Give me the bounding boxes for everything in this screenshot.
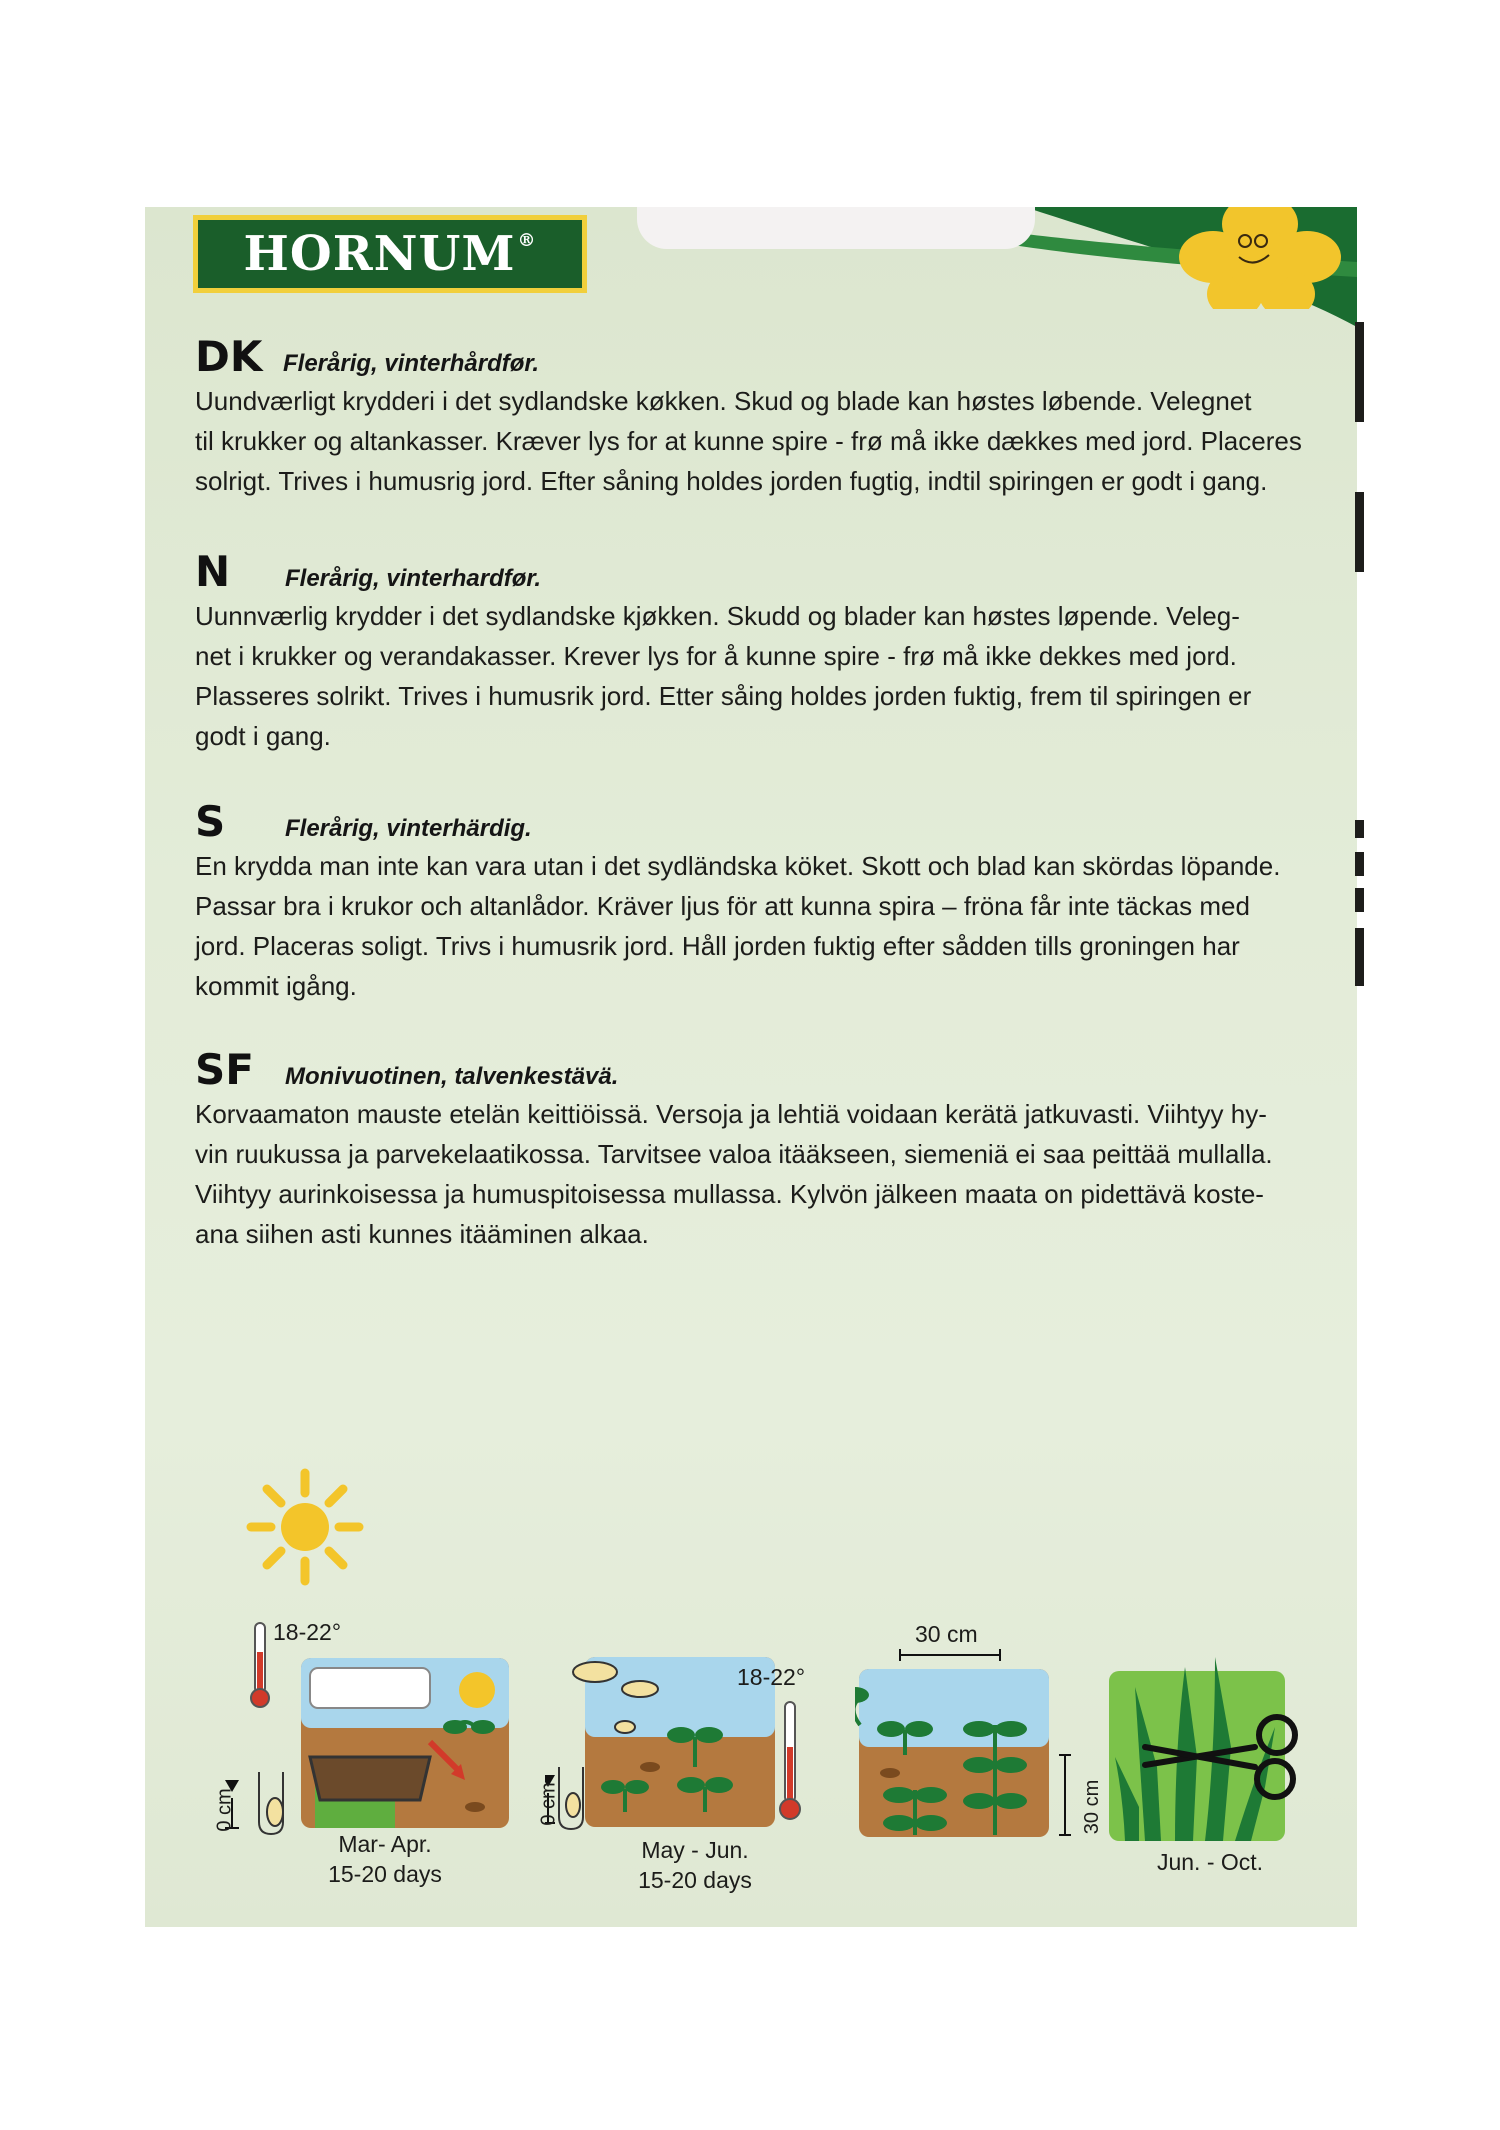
section-subtitle: Flerårig, vinterhårdfør. [283, 350, 540, 377]
edge-tick [1355, 928, 1364, 986]
outdoor-temperature-label: 18-22° [737, 1664, 806, 1690]
section-subtitle: Flerårig, vinterhärdig. [285, 815, 532, 842]
indoor-temperature-label: 18-22° [273, 1619, 342, 1645]
sun-icon [245, 1467, 365, 1587]
seed-packet-back [145, 207, 1357, 1927]
section-subtitle: Monivuotinen, talvenkestävä. [285, 1063, 619, 1090]
harvest-period-label: Jun. - Oct. [1156, 1849, 1264, 1875]
edge-tick [1355, 492, 1364, 572]
edge-tick [1355, 322, 1364, 422]
plant-spacing-illustration [855, 1645, 1095, 1845]
section-sf [195, 1045, 1335, 1254]
indoor-sowing-illustration [215, 1622, 515, 1852]
section-s [195, 797, 1335, 1006]
language-code: S [195, 797, 226, 846]
harvest-scissors-illustration [1105, 1647, 1325, 1847]
section-body: Korvaamaton mauste etelän keittiöissä. Versoja ja lehtiä voidaan kerätä jatkuvasti. Viihtyy hy- vin ruukussa ja parvekelaatikossa. Tarvitsee valoa itääkseen, siemeniä ei saa peittää mullalla. Viihtyy aurinkoisessa ja humuspitoisessa mullassa. Kylvön jälkeen maata on pidettävä koste- ana siihen asti kunnes itääminen alkaa. [195, 1099, 1273, 1249]
outdoor-period-label: May - Jun. 15-20 days [638, 1837, 752, 1893]
section-n [195, 547, 1335, 756]
edge-tick [1355, 820, 1364, 838]
language-code: SF [195, 1045, 254, 1094]
outdoor-sowing-illustration [545, 1627, 815, 1847]
language-code: DK [195, 332, 263, 381]
outdoor-depth-label: 0 cm [537, 1782, 560, 1826]
smiling-flower-icon [1165, 207, 1355, 309]
indoor-depth-label: 0 cm [213, 1788, 236, 1832]
section-body: Uunnværlig krydder i det sydlandske kjøkken. Skudd og blader kan høstes løpende. Veleg- net i krukker og verandakasser. Krever lys for å kunne spire - frø må ikke dekkes med jord. Plasseres solrikt. Trives i humusrik jord. Etter såing holdes jorden fuktig, frem til spiringen er godt i gang. [195, 601, 1252, 751]
white-sticker-label [637, 207, 1035, 249]
indoor-period-label: Mar- Apr. 15-20 days [328, 1831, 442, 1887]
language-code: N [195, 547, 231, 596]
section-body: En krydda man inte kan vara utan i det sydländska köket. Skott och blad kan skördas löpande. Passar bra i krukor och altanlådor. Kräver ljus för att kunna spira – fröna får inte täckas med jord. Placeras soligt. Trivs i humusrik jord. Håll jorden fuktig efter sådden tills groningen har kommit igång. [195, 851, 1281, 1001]
edge-tick [1355, 852, 1364, 876]
hornum-logo: HORNUM ® [193, 215, 587, 293]
spacing-width-label: 30 cm [915, 1621, 978, 1647]
spacing-height-label: 30 cm [1081, 1779, 1104, 1835]
edge-tick [1355, 888, 1364, 912]
section-dk [195, 332, 1335, 501]
section-subtitle: Flerårig, vinterhardfør. [285, 565, 542, 592]
section-body: Uundværligt krydderi i det sydlandske køkken. Skud og blade kan høstes løbende. Velegnet til krukker og altankasser. Kræver lys for at kunne spire - frø må ikke dækkes med jord. Placeres solrigt. Trives i humusrig jord. Efter såning holdes jorden fugtig, indtil spiringen er godt i gang. [195, 386, 1302, 496]
